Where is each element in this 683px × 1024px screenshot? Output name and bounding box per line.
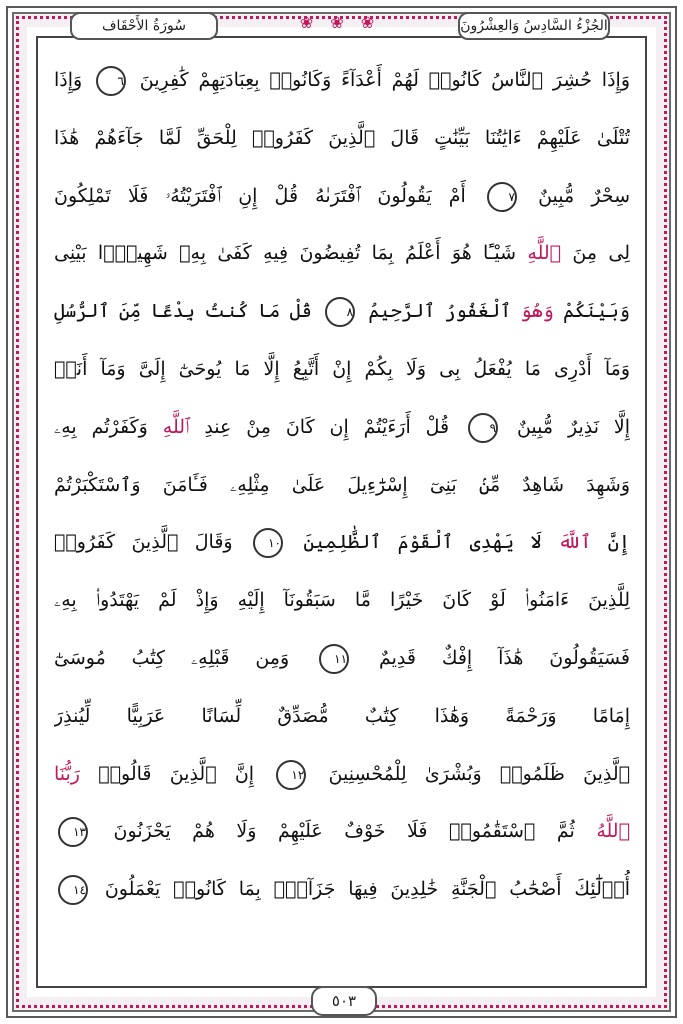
divine-name: ٱللَّهِ xyxy=(527,242,562,265)
text-line-13: ٱلَّذِينَ ظَلَمُوا۟ وَبُشْرَىٰ لِلْمُحْسِنِينَ ١٢ إِنَّ ٱلَّذِينَ قَالُوا۟ رَبُّنَا xyxy=(54,746,630,804)
ayah-number: ١١ xyxy=(319,644,349,674)
divine-name: ٱللَّهُ xyxy=(596,820,630,843)
surah-name-label: سُورَةُ الأَحْقَاف xyxy=(70,12,218,40)
ayah-number: ٦ xyxy=(96,66,126,96)
text-line-8: وَشَهِدَ شَاهِدٌ مِّنۢ بَنِىٓ إِسْرَٰٓءِيلَ عَلَىٰ مِثْلِهِۦ فَـَٔامَنَ وَٱسْتَكْبَرْتُمْ xyxy=(54,473,630,496)
ayah-number: ٩ xyxy=(468,413,498,443)
text-line-5: وَبَيْنَكُمْ وَهُوَ ٱلْغَفُورُ ٱلرَّحِيمُ ٨ قُلْ مَا كُنتُ بِدْعًا مِّنَ ٱلرُّسُلِ xyxy=(54,283,630,341)
juz-label: الجُزْءُ السَّادِسُ وَالعِشْرُونَ xyxy=(458,12,610,40)
text-line-11: فَسَيَقُولُونَ هَٰذَآ إِفْكٌ قَدِيمٌ ١١ وَمِن قَبْلِهِۦ كِتَٰبُ مُوسَىٰٓ xyxy=(54,630,630,688)
divine-name: ٱللَّهَ xyxy=(557,531,592,554)
divine-name: رَبُّنَا xyxy=(54,762,80,785)
ayah-number: ١٣ xyxy=(58,817,88,847)
ayah-number: ٧ xyxy=(487,182,517,212)
text-line-12: إِمَامًا وَرَحْمَةً وَهَٰذَا كِتَٰبٌ مُّصَدِّقٌ لِّسَانًا عَرَبِيًّا لِّيُنذِرَ xyxy=(54,704,630,727)
text-line-1: وَإِذَا حُشِرَ ٱلنَّاسُ كَانُوا۟ لَهُمْ أَعْدَآءً وَكَانُوا۟ بِعِبَادَتِهِمْ كَٰفِرِينَ ٦ وَإِذَا xyxy=(54,52,630,110)
text-line-6: وَمَآ أَدْرِى مَا يُفْعَلُ بِى وَلَا بِكُمْ إِنْ أَتَّبِعُ إِلَّا مَا يُوحَىٰٓ إِلَىَّ وَمَآ أَنَا۠ xyxy=(54,357,630,380)
text-line-2: تُتْلَىٰ عَلَيْهِمْ ءَايَٰتُنَا بَيِّنَٰتٍ قَالَ ٱلَّذِينَ كَفَرُوا۟ لِلْحَقِّ لَمَّا جَآءَهُمْ هَٰذَا xyxy=(54,126,630,149)
text-line-7: إِلَّا نَذِيرٌ مُّبِينٌ ٩ قُلْ أَرَءَيْتُمْ إِن كَانَ مِنْ عِندِ ٱللَّهِ وَكَفَرْتُم بِهِۦ xyxy=(54,399,630,457)
quran-text xyxy=(54,52,630,919)
divine-name: وَهُوَ xyxy=(520,300,554,323)
ayah-number: ١٠ xyxy=(253,528,283,558)
text-line-15: أُو۟لَٰٓئِكَ أَصْحَٰبُ ٱلْجَنَّةِ خَٰلِدِينَ فِيهَا جَزَآءًۢ بِمَا كَانُوا۟ يَعْمَلُونَ ١٤ xyxy=(54,861,630,919)
text-line-10: لِلَّذِينَ ءَامَنُوا۟ لَوْ كَانَ خَيْرًا مَّا سَبَقُونَآ إِلَيْهِ وَإِذْ لَمْ يَهْتَدُوا۟ بِهِۦ xyxy=(54,589,630,612)
text-line-9: إِنَّ ٱللَّهَ لَا يَهْدِى ٱلْقَوْمَ ٱلظَّٰلِمِينَ ١٠ وَقَالَ ٱلَّذِينَ كَفَرُوا۟ xyxy=(54,514,630,572)
header-ornament: ❀ ❀ ❀ xyxy=(299,12,381,32)
text-line-4: لِى مِنَ ٱللَّهِ شَيْـًٔا هُوَ أَعْلَمُ بِمَا تُفِيضُونَ فِيهِ كَفَىٰ بِهِۦ شَهِيدًۢا بَيْنِى xyxy=(54,242,630,265)
divine-name: ٱللَّهِ xyxy=(162,415,190,438)
ayah-number: ١٢ xyxy=(276,760,306,790)
page-number: ٥٠٣ xyxy=(311,986,377,1016)
ayah-number: ٨ xyxy=(325,297,355,327)
text-line-14: ٱللَّهُ ثُمَّ ٱسْتَقَٰمُوا۟ فَلَا خَوْفٌ عَلَيْهِمْ وَلَا هُمْ يَحْزَنُونَ ١٣ xyxy=(54,803,630,861)
text-line-3: سِحْرٌ مُّبِينٌ ٧ أَمْ يَقُولُونَ ٱفْتَرَىٰهُ قُلْ إِنِ ٱفْتَرَيْتُهُۥ فَلَا تَمْلِكُونَ xyxy=(54,168,630,226)
ayah-number: ١٤ xyxy=(58,875,88,905)
